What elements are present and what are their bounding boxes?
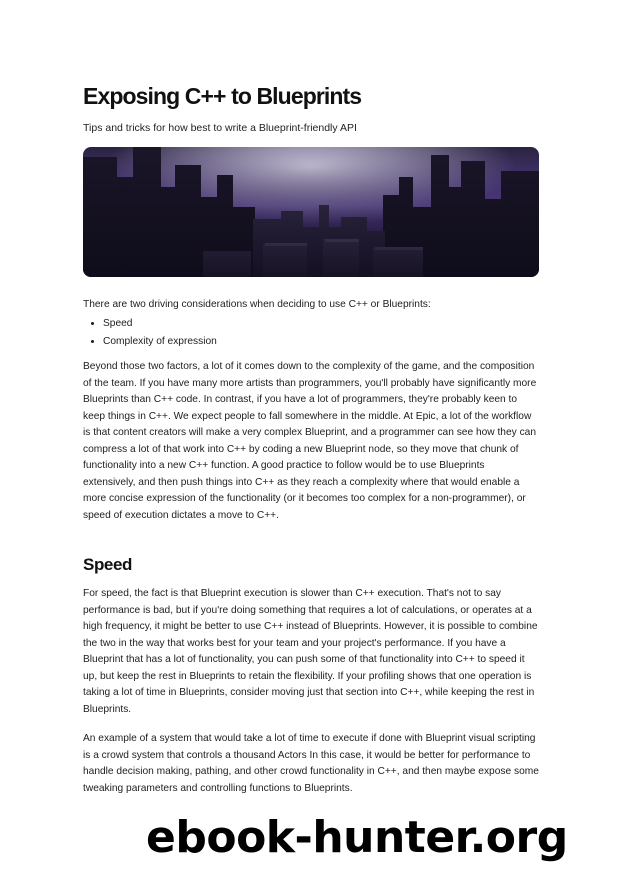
paragraph: Beyond those two factors, a lot of it comes down to the complexity of the game, and the composition of the team. If you have many more artists than programmers, you'll probably have significantly more Blueprints than C++ code. In contrast, if you have a lot of programmers, they're probably keen to keep things in C++. We expect people to fall somewhere in the middle. At Epic, a lot of the workflow is that content creators will make a very complex Blueprint, and a programmer can see how they can compress a lot of that work into C++ by coding a new Blueprint node, so they move that chunk of functionality into a new C++ function. A good practice to follow would be to use Blueprints extensively, and then push things into C++ as they reach a complexity where that would enable a more concise expression of the functionality (or it becomes too complex for a non-programmer), or speed of execution dictates a move to C++. [83, 361, 537, 521]
article-title: Exposing C++ to Blueprints [83, 83, 362, 109]
watermark: ebook-hunter.org [146, 812, 568, 863]
paragraph: For speed, the fact is that Blueprint execution is slower than C++ execution. That's not to say performance is bad, but if you're doing something that requires a lot of calculations, or operates at a high frequency, it might be better to use C++ instead of Blueprints. However, it is possible to combine the two in the way that works best for your team and your project's performance. If you have a Blueprint that has a lot of functionality, you can push some of that functionality into C++ to speed it up, but keep the rest in Blueprints to retain the flexibility. If your profiling shows that one operation is taking a lot of time in Blueprints, consider moving just that section into C++, while keeping the rest in Blueprints. [83, 588, 538, 715]
intro-text: There are two driving considerations when deciding to use C++ or Blueprints: [83, 299, 431, 310]
article-subtitle: Tips and tricks for how best to write a Blueprint-friendly API [83, 122, 357, 134]
section-heading-speed: Speed [83, 555, 133, 574]
hero-image [83, 147, 539, 277]
city-skyline-image [83, 147, 539, 277]
list-item: • Speed [103, 315, 217, 333]
considerations-list [83, 315, 217, 351]
paragraph: An example of a system that would take a lot of time to execute if done with Blueprint visual scripting is a crowd system that controls a thousand Actors In this case, it would be better for performance to handle decision making, pathing, and other crowd functionality in C++, and then maybe expose some tweaking parameters and controlling functions to Blueprints. [83, 733, 539, 794]
list-item: • Complexity of expression [103, 333, 217, 351]
